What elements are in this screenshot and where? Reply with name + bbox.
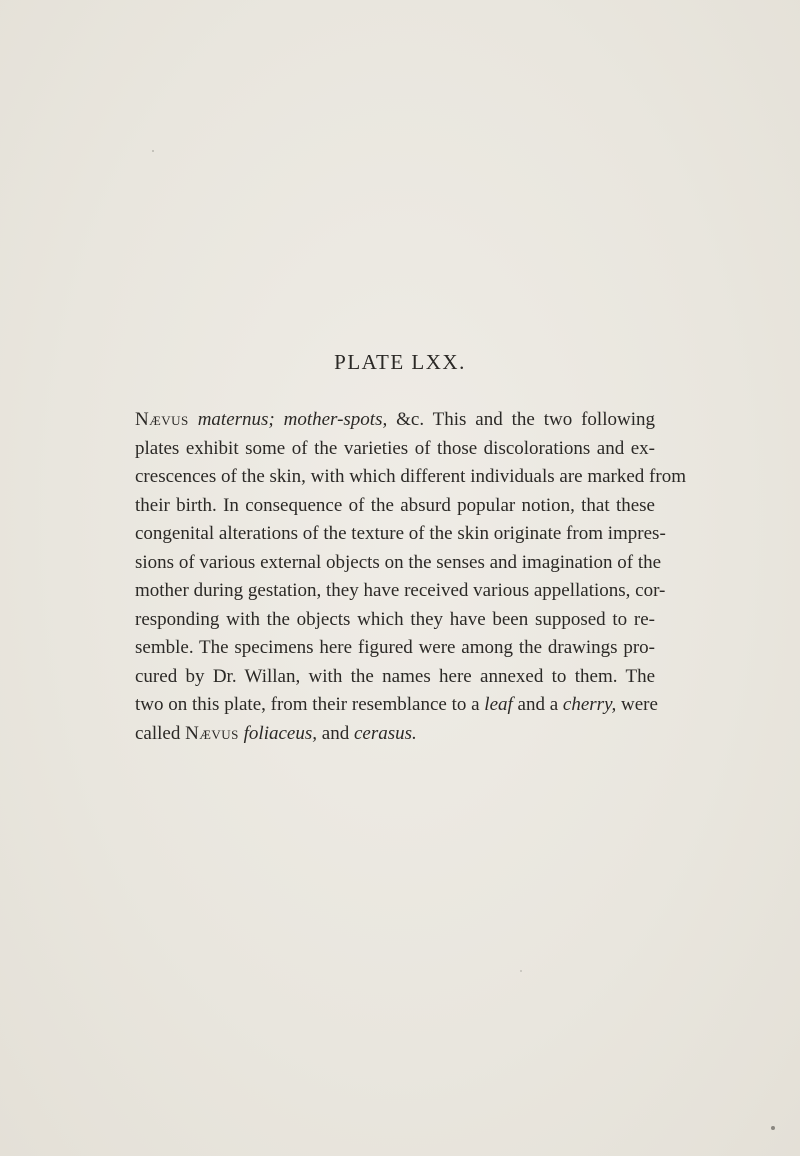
text-line — [135, 406, 655, 435]
text-line — [135, 720, 655, 749]
text-fragment: two on this plate, from their resemblance to a — [135, 694, 485, 715]
text-fragment: and — [317, 722, 354, 744]
foliaceus-term: foliaceus, — [243, 722, 318, 744]
paper-speck — [771, 1126, 775, 1130]
text-line: semble. The specimens here figured were among the drawings pro- — [135, 637, 655, 658]
text-line: sions of various external objects on the senses and imagination of the — [135, 551, 662, 573]
leaf-term: leaf — [484, 694, 513, 715]
cerasus-term: cerasus. — [353, 722, 417, 744]
text-line: their birth. In consequence of the absurd popular notion, that these — [135, 494, 655, 516]
text-fragment: called — [135, 722, 186, 744]
text-line: congenital alterations of the texture of the skin originate from impres- — [135, 523, 666, 544]
naevus-term: Nævus — [185, 722, 239, 744]
text-line: mother during gestation, they have received various appellations, cor- — [135, 580, 666, 601]
text-line: plates exhibit some of the varieties of those discolorations and ex- — [135, 437, 655, 459]
cherry-term: cherry, — [562, 694, 617, 715]
text-fragment: were — [616, 694, 658, 715]
naevus-term: Nævus — [135, 409, 189, 430]
latin-name: maternus; mother-spots, — [197, 409, 388, 430]
text-fragment: &c. This and the two following — [387, 409, 655, 430]
plate-title: PLATE LXX. — [334, 350, 466, 374]
text-line: crescences of the skin, with which different individuals are marked from — [135, 466, 686, 487]
text-line: cured by Dr. Willan, with the names here annexed to them. The — [135, 665, 655, 687]
description-paragraph — [135, 406, 686, 748]
text-line — [135, 691, 658, 720]
paper-speck — [520, 970, 522, 972]
text-fragment: and a — [512, 694, 563, 715]
text-line: responding with the objects which they have been supposed to re- — [135, 608, 655, 630]
paper-speck — [152, 150, 154, 152]
